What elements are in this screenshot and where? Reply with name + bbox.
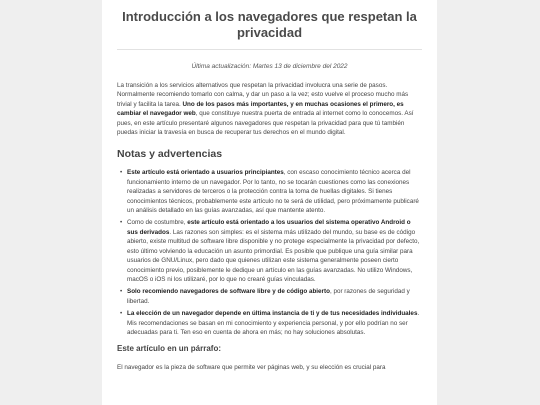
- note-post: . Mis recomendaciones se basan en mi conocimiento y experiencia personal, y por ello podrían no ser adecuadas para ti. Ten eso en cuenta de ahora en más; no hay soluciones absolutas.: [127, 310, 420, 336]
- title-divider: [117, 49, 422, 50]
- list-item: [120, 218, 422, 284]
- list-item: [120, 287, 422, 306]
- note-bold: Este artículo está orientado a usuarios principiantes: [127, 169, 284, 177]
- bullet-icon: •: [120, 288, 123, 296]
- intro-text-2: , que constituye nuestra puerta de entrada al internet como lo conocemos. Así pues, en este artículo presentaré algunos navegadores que respetan la privacidad para que tú también puedas iniciar la travesía en busca de recuperar tus derechos en el mundo digital.: [117, 110, 414, 137]
- list-item: [120, 168, 422, 215]
- intro-bold: Uno de los pasos más importantes, y en muchas ocasiones el primero, es cambiar el navegador web: [117, 100, 404, 118]
- list-item: [120, 309, 422, 337]
- note-post: , con escaso conocimiento técnico acerca del funcionamiento interno de un navegador. Por lo tanto, no se tocarán cuestiones como las conexiones realizadas a servidores de terceros o la protección contra la toma de huellas digitales. Si tienes conocimientos técnicos, probablemente este artículo no te será de utilidad, pero próximamente publicaré un análisis detallado en las guías avanzadas, así que mantente atento.: [127, 169, 419, 215]
- summary-heading: Este artículo en un párrafo:: [117, 344, 222, 354]
- note-bold: La elección de un navegador depende en última instancia de ti y de tus necesidades individuales: [127, 310, 418, 318]
- article-page: [102, 0, 437, 405]
- note-bold: este artículo está orientado a los usuarios del sistema operativo Android o sus derivados: [127, 219, 411, 236]
- intro-paragraph: [117, 81, 422, 137]
- note-post: . Las razones son simples: es el sistema más utilizado del mundo, su base es de código abierto, existe multitud de software libre disponible y no protege especialmente la privacidad por defecto, esto último volviendo la educación un asunto primordial. Es posible que publique una guía similar para usuarios de GNU/Linux, pero dado que quienes utilizan este sistema generalmente poseen cierto conocimiento previo, posiblemente le dedique un artículo en las guías avanzadas. No utilizo Windows, macOS o iOS ni los utilizaré, por lo que no crearé guías vinculadas.: [127, 228, 420, 283]
- summary-paragraph: El navegador es la pieza de software que permite ver páginas web, y su elección es crucial para: [117, 364, 386, 372]
- notes-heading: Notas y advertencias: [117, 148, 223, 161]
- note-bold: Solo recomiendo navegadores de software libre y de código abierto: [127, 288, 330, 296]
- note-pre: Como de costumbre,: [127, 219, 188, 227]
- bullet-icon: •: [120, 169, 123, 177]
- intro-text-1: La transición a los servicios alternativos que respetan la privacidad involucra una serie de pasos. Normalmente recomiendo tomarlo con calma, y dar un paso a la vez; esto vuelve el proceso mucho más trivial y facilita la tarea.: [117, 82, 409, 108]
- note-post: , por razones de seguridad y libertad.: [127, 288, 410, 305]
- bullet-icon: •: [120, 310, 123, 318]
- bullet-icon: •: [120, 219, 123, 227]
- notes-list: [117, 168, 422, 337]
- page-title: Introducción a los navegadores que respetan la privacidad: [122, 9, 417, 40]
- last-updated: Última actualización: Martes 13 de diciembre del 2022: [191, 63, 348, 70]
